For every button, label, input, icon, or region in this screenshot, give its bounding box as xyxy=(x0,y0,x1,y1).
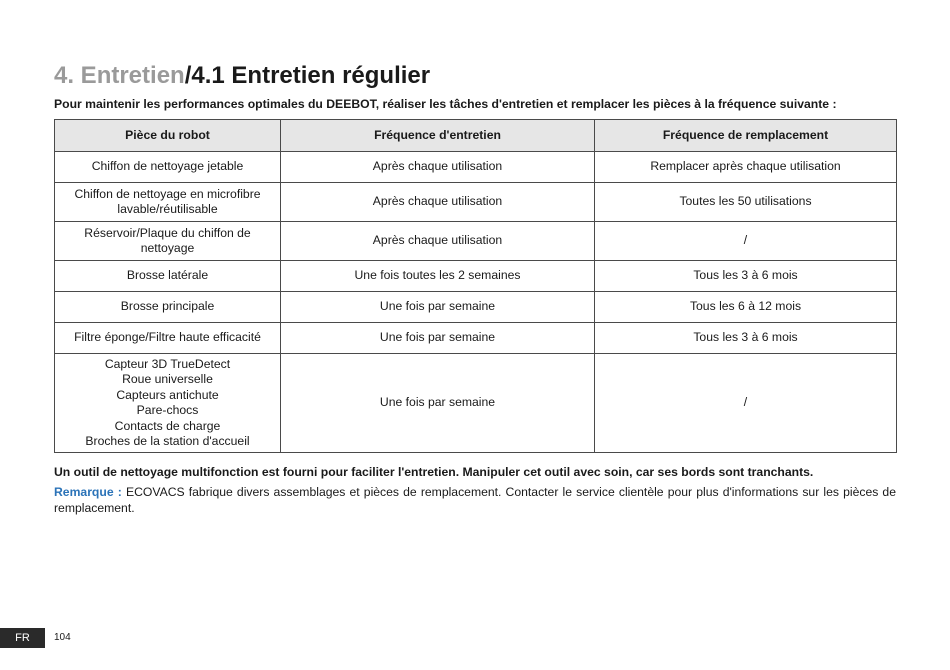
page-number: 104 xyxy=(54,632,71,643)
table-row xyxy=(55,354,897,453)
table-row xyxy=(55,152,897,183)
maintenance-cell: Une fois par semaine xyxy=(281,292,595,323)
note-text: ECOVACS fabrique divers assemblages et pièces de remplacement. Contacter le service clientèle pour plus d'informations sur les pièces de remplacement. xyxy=(54,485,896,515)
section-title: 4. Entretien xyxy=(54,62,185,89)
part-cell xyxy=(55,152,281,183)
maintenance-cell: Après chaque utilisation xyxy=(281,152,595,183)
table-row xyxy=(55,292,897,323)
table-row xyxy=(55,222,897,261)
maintenance-cell: Une fois par semaine xyxy=(281,323,595,354)
part-name: Réservoir/Plaque du chiffon de xyxy=(84,225,251,240)
part-cell xyxy=(55,292,281,323)
part-name: Brosse principale xyxy=(120,299,215,314)
intro-text: Pour maintenir les performances optimales du DEEBOT, réaliser les tâches d'entretien et remplacer les pièces à la fréquence suivante : xyxy=(54,97,837,111)
part-name: Broches de la station d'accueil xyxy=(85,434,250,448)
replacement-cell: / xyxy=(595,354,897,453)
part-name: Capteur 3D TrueDetect xyxy=(104,356,231,371)
replacement-cell: Tous les 3 à 6 mois xyxy=(595,323,897,354)
table-row xyxy=(55,183,897,222)
table-row xyxy=(55,261,897,292)
header-part: Pièce du robot xyxy=(55,120,281,152)
part-name: Chiffon de nettoyage jetable xyxy=(91,159,244,174)
replacement-cell: / xyxy=(595,222,897,261)
part-cell xyxy=(55,183,281,222)
maintenance-table xyxy=(54,119,897,453)
note xyxy=(54,484,896,516)
maintenance-cell: Après chaque utilisation xyxy=(281,183,595,222)
part-name: lavable/réutilisable xyxy=(117,202,218,216)
part-cell xyxy=(55,323,281,354)
part-name: Capteurs antichute xyxy=(116,387,219,402)
subsection-title: /4.1 Entretien régulier xyxy=(184,62,431,89)
header-replacement-frequency: Fréquence de remplacement xyxy=(595,120,897,152)
part-name: Chiffon de nettoyage en microfibre xyxy=(74,186,261,201)
part-name: Brosse latérale xyxy=(126,268,209,283)
note-label: Remarque : xyxy=(54,485,122,499)
part-name: Pare-chocs xyxy=(136,403,199,417)
part-name: Contacts de charge xyxy=(114,418,221,433)
table-header-row xyxy=(55,120,897,152)
maintenance-cell: Une fois par semaine xyxy=(281,354,595,453)
replacement-cell: Tous les 3 à 6 mois xyxy=(595,261,897,292)
replacement-cell: Remplacer après chaque utilisation xyxy=(595,152,897,183)
page-title xyxy=(54,60,430,92)
part-cell xyxy=(55,354,281,453)
header-maintenance-frequency: Fréquence d'entretien xyxy=(281,120,595,152)
part-name: nettoyage xyxy=(140,241,195,255)
warning-text: Un outil de nettoyage multifonction est fourni pour faciliter l'entretien. Manipuler cet outil avec soin, car ses bords sont tranchants. xyxy=(54,465,814,479)
part-name: Filtre éponge/Filtre haute efficacité xyxy=(74,330,261,345)
language-badge: FR xyxy=(0,628,45,648)
replacement-cell: Toutes les 50 utilisations xyxy=(595,183,897,222)
maintenance-cell: Une fois toutes les 2 semaines xyxy=(281,261,595,292)
part-cell xyxy=(55,222,281,261)
replacement-cell: Tous les 6 à 12 mois xyxy=(595,292,897,323)
table-row xyxy=(55,323,897,354)
part-cell xyxy=(55,261,281,292)
maintenance-cell: Après chaque utilisation xyxy=(281,222,595,261)
part-name: Roue universelle xyxy=(122,372,213,386)
